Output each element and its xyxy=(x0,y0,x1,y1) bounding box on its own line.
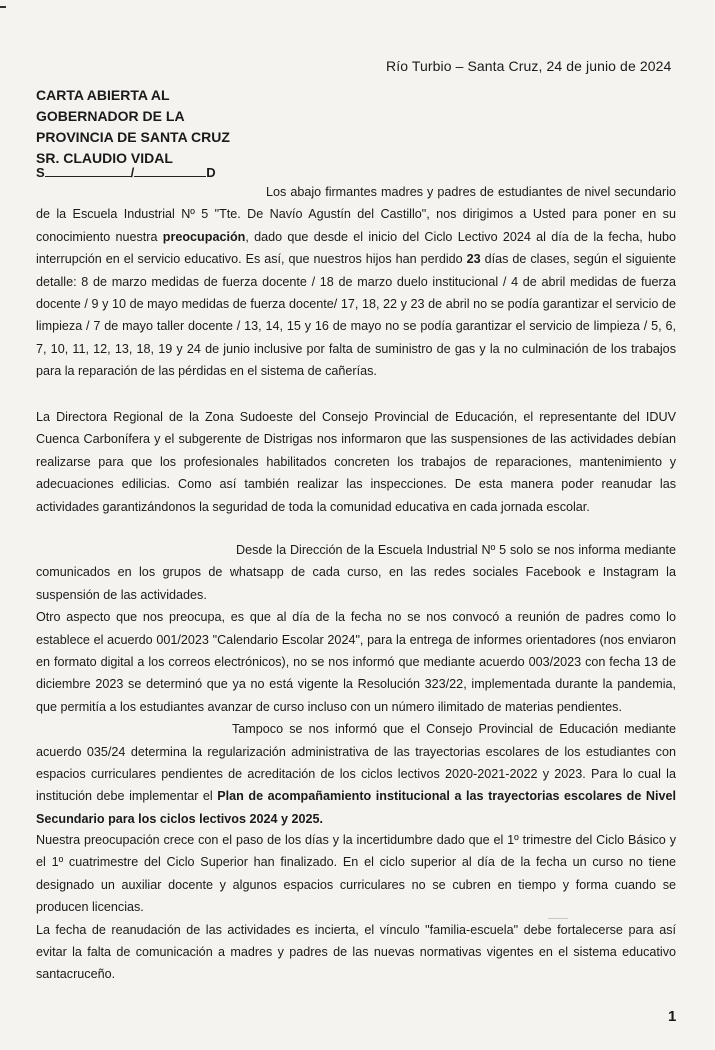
addressee-line: CARTA ABIERTA AL xyxy=(36,87,170,103)
addressee-line: PROVINCIA DE SANTA CRUZ xyxy=(36,129,230,145)
text-run: , dado que desde el inicio del Ciclo Lectivo 2024 al día de la fecha, hubo interrupción en el servicio educativo. Es así, que nuestros hijos han perdido xyxy=(36,229,676,267)
salutation-sd xyxy=(36,165,216,180)
addressee-line: GOBERNADOR DE LA xyxy=(36,108,185,124)
sd-d: D xyxy=(206,165,216,180)
paragraph-direccion: Desde la Dirección de la Escuela Industrial Nº 5 solo se nos informa mediante comunicados en los grupos de whatsapp de cada curso, en las redes sociales Facebook e Instagram la suspensión de las actividades. xyxy=(36,543,676,602)
addressee-line: SR. CLAUDIO VIDAL xyxy=(36,150,173,166)
paragraph-preocupacion: Nuestra preocupación crece con el paso de los días y la incertidumbre dado que el 1º trimestre del Ciclo Básico y el 1º cuatrimestre del Ciclo Superior han finalizado. En el ciclo superior al día de la fecha un curso no tiene designado un auxiliar docente y algunos espacios curriculares no se cubren en tiempo y forma cuando se producen licencias. xyxy=(36,833,676,915)
sd-slash: / xyxy=(130,165,135,180)
scan-mark xyxy=(0,6,6,8)
paragraph-block-3 xyxy=(36,539,676,830)
paragraph-interruptions xyxy=(36,181,676,383)
text-run: Tampoco se nos informó que el Consejo Provincial de Educación mediante acuerdo 035/24 determina la regularización administrativa de las trayectorias escolares de los estudiantes con espacios curriculares pendientes de acreditación de los ciclos lectivos 2020-2021-2022 y 2023. Para lo cual la institución debe implementar el xyxy=(36,722,676,804)
date-line: Río Turbio – Santa Cruz, 24 de junio de 2024 xyxy=(386,58,672,74)
sd-s: S xyxy=(36,165,45,180)
paragraph-tampoco xyxy=(36,718,676,830)
paragraph-otro-aspecto: Otro aspecto que nos preocupa, es que al día de la fecha no se nos convocó a reunión de padres como lo establece el acuerdo 001/2023 "Calendario Escolar 2024", para la entrega de informes orientadores (nos enviaron en formato digital a los correos electrónicos), no se nos informó que mediante acuerdo 003/2023 con fecha 13 de diciembre 2023 se determinó que ya no está vigente la Resolución 323/22, implementada durante la pandemia, que permitía a los estudiantes avanzar de curso incluso con un número ilimitado de materias pendientes. xyxy=(36,610,676,714)
sd-blank xyxy=(45,166,131,177)
paper-mark xyxy=(548,918,568,919)
sd-blank xyxy=(134,166,206,177)
bold-text: 23 xyxy=(466,252,481,267)
text-run: Los abajo firmantes madres y padres de estudiantes de nivel secundario de la Escuela Industrial Nº 5 "Tte. De Navío Agustín del Castillo", nos dirigimos a Usted para poner en su conocimiento nuestra xyxy=(36,185,676,244)
addressee-block xyxy=(36,85,230,169)
paragraph-block-4 xyxy=(36,829,676,986)
text-run: días de clases, según el siguiente detalle: 8 de marzo medidas de fuerza docente / 18 de marzo duelo institucional / 4 de abril medidas de fuerza docente / 9 y 10 de mayo medidas de fuerza docente/ 17, 18, 22 y 23 de abril no se podía garantizar el servicio de limpieza / 7 de mayo taller docente / 13, 14, 15 y 16 de mayo no se podía garantizar el servicio de limpieza / 5, 6, 7, 10, 11, 12, 13, 18, 19 y 24 de junio inclusive por falta de suministro de gas y la no culminación de los trabajos para la reparación de las pérdidas en el sistema de cañerías. xyxy=(36,252,677,379)
bold-text: preocupación xyxy=(162,229,246,244)
paragraph-directora: La Directora Regional de la Zona Sudoeste del Consejo Provincial de Educación, el representante del IDUV Cuenca Carbonífera y el subgerente de Distrigas nos informaron que las suspensiones de las actividades debían realizarse para que los profesionales habilitados concreten los trabajos de reparaciones, mantenimiento y adecuaciones edilicias. Como así también realizar las inspecciones. De esta manera poder reanudar las actividades garantizándonos la seguridad de toda la comunidad educativa en cada jornada escolar. xyxy=(36,410,676,514)
paragraph-block-1 xyxy=(36,181,676,383)
page-number: 1 xyxy=(668,1008,677,1025)
bold-text: Plan de acompañamiento institucional a las trayectorias escolares de Nivel Secundario para los ciclos lectivos 2024 y 2025. xyxy=(36,789,677,826)
paragraph-block-2 xyxy=(36,406,676,518)
paragraph-reanudacion: La fecha de reanudación de las actividades es incierta, el vínculo "familia-escuela" debe fortalecerse para así evitar la falta de comunicación a madres y padres de las nuevas normativas vigentes en el sistema educativo santacruceño. xyxy=(36,922,676,982)
